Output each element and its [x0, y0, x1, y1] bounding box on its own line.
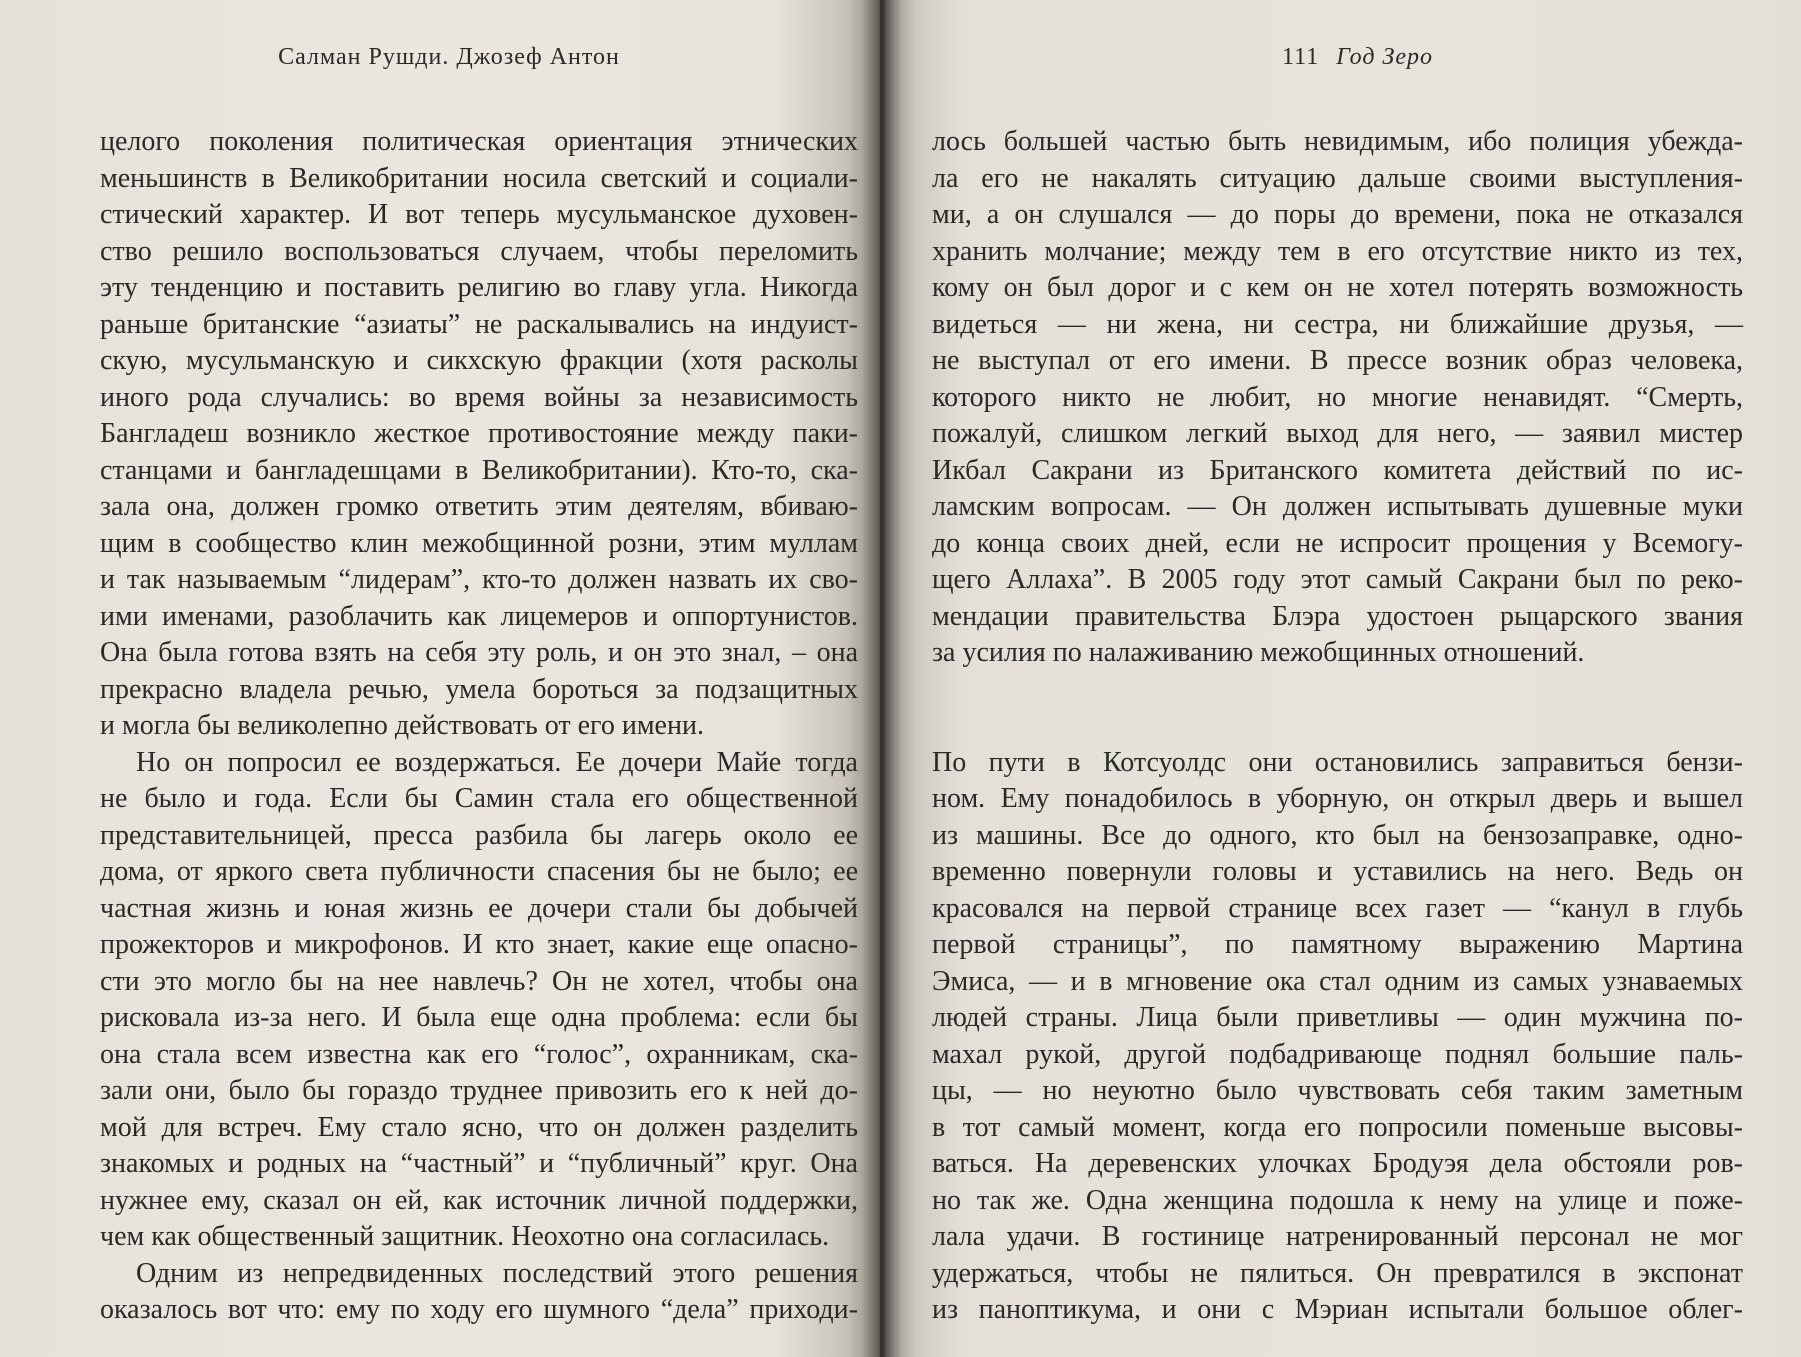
- text-line: мендации правительства Блэра удостоен рыцарского звания: [932, 600, 1743, 632]
- page-number: 111: [1282, 44, 1320, 70]
- text-line: рисковала из-за него. И была еще одна проблема: если бы: [100, 1002, 858, 1033]
- running-head-left: [100, 40, 858, 74]
- text-line: частная жизнь и юная жизнь ее дочери стали бы добычей: [100, 892, 858, 924]
- text-line: из машины. Все до одного, кто был на бензозаправке, одно-: [932, 819, 1743, 851]
- text-line: зали они, было бы гораздо труднее привозить его к ней до-: [100, 1075, 858, 1106]
- text-line: за усилия по налаживанию межобщинных отношений.: [932, 637, 1585, 668]
- text-line: Одним из непредвиденных последствий этого решения: [136, 1257, 858, 1289]
- text-line: первой страницы”, по памятному выражению Мартина: [932, 929, 1743, 960]
- text-line: Бангладеш возникло жесткое противостояние между паки-: [100, 418, 858, 449]
- text-line: и так называемым “лидерам”, кто-то должен назвать их сво-: [100, 564, 858, 595]
- text-line: иного рода случались: во время войны за независимость: [100, 381, 858, 413]
- text-line: целого поколения политическая ориентация этнических: [100, 126, 858, 157]
- text-line: она стала всем известна как его “голос”, охранникам, ска-: [100, 1038, 858, 1070]
- right-page-body: [932, 124, 1743, 1329]
- text-line: до конца своих дней, если не испросит прощения у Всемогу-: [932, 527, 1743, 559]
- paragraph: [932, 124, 1743, 672]
- text-line: скую, мусульманскую и сикхскую фракции (хотя расколы: [100, 345, 858, 376]
- text-line: видеться — ни жена, ни сестра, ни ближайшие друзья, —: [932, 308, 1743, 340]
- paragraph: [100, 124, 858, 745]
- text-line: но так же. Одна женщина подошла к нему на улице и поже-: [932, 1184, 1743, 1216]
- text-line: нужнее ему, сказал он ей, как источник личной поддержки,: [100, 1184, 858, 1216]
- text-line: ми, а он слушался — до поры до времени, пока не отказался: [932, 199, 1743, 230]
- running-head-chapter: Год Зеро: [1336, 44, 1433, 70]
- text-line: из паноптикума, и они с Мэриан испытали большое облег-: [932, 1294, 1743, 1325]
- text-line: меньшинств в Великобритании носила светский и социали-: [100, 162, 858, 194]
- text-line: чем как общественный защитник. Неохотно она согласилась.: [100, 1221, 830, 1252]
- text-line: щего Аллаха”. В 2005 году этот самый Сакрани был по реко-: [932, 564, 1743, 595]
- text-line: зала она, должен громко ответить этим деятелям, вбиваю-: [100, 491, 858, 522]
- text-line: прекрасно владела речью, умела бороться за подзащитных: [100, 673, 858, 705]
- text-line: раньше британские “азиаты” не раскалывались на индуист-: [100, 308, 858, 340]
- text-line: цы, — но неуютно было чувствовать себя таким заметным: [932, 1075, 1743, 1106]
- text-line: знакомых и родных на “частный” и “публичный” круг. Она: [100, 1148, 858, 1179]
- text-line: махал рукой, другой подбадривающе поднял большие паль-: [932, 1038, 1743, 1070]
- text-line: эту тенденцию и поставить религию во главу угла. Никогда: [100, 272, 858, 303]
- right-page: [880, 0, 1801, 1357]
- left-page: [0, 0, 880, 1357]
- text-line: пожалуй, слишком легкий выход для него, — заявил мистер: [932, 418, 1743, 449]
- text-line: дома, от яркого света публичности спасения бы не было; ее: [100, 856, 858, 887]
- running-head-right: [932, 40, 1743, 74]
- text-line: не было и года. Если бы Самин стала его общественной: [100, 783, 858, 814]
- text-line: кому он был дорог и с кем он не хотел потерять возможность: [932, 272, 1743, 303]
- text-line: удержаться, чтобы не пялиться. Он превратился в экспонат: [932, 1257, 1743, 1289]
- text-line: не выступал от его имени. В прессе возник образ человека,: [932, 345, 1743, 376]
- text-line: оказалось вот что: ему по ходу его шумного “дела” приходи-: [100, 1294, 858, 1325]
- running-head-author-title: Салман Рушди. Джозеф Антон: [278, 44, 620, 70]
- text-line: Она была готова взять на себя эту роль, и он это знал, – она: [100, 637, 858, 668]
- text-line: Икбал Сакрани из Британского комитета действий по ис-: [932, 454, 1743, 486]
- text-line: временно повернули головы и уставились на него. Ведь он: [932, 856, 1743, 887]
- text-line: людей страны. Лица были приветливы — один мужчина по-: [932, 1002, 1743, 1033]
- text-line: станцами и бангладешцами в Великобритании). Кто-то, ска-: [100, 454, 858, 486]
- text-line: сти это могло бы на нее навлечь? Он не хотел, чтобы она: [100, 965, 858, 997]
- text-line: Но он попросил ее воздержаться. Ее дочери Майе тогда: [136, 746, 858, 778]
- text-line: ваться. На деревенских улочках Бродуэя дела обстояли ров-: [932, 1148, 1743, 1179]
- text-line: прожекторов и микрофонов. И кто знает, какие еще опасно-: [100, 929, 858, 960]
- text-line: которого никто не любит, но многие ненавидят. “Смерть,: [932, 381, 1743, 413]
- text-line: мой для встреч. Ему стало ясно, что он должен разделить: [100, 1111, 858, 1143]
- text-line: лала удачи. В гостинице натренированный персонал не мог: [932, 1221, 1743, 1252]
- paragraph: [932, 745, 1743, 1329]
- text-line: По пути в Котсуолдс они остановились заправиться бензи-: [932, 746, 1743, 778]
- paragraph: [100, 745, 858, 1256]
- text-line: лось большей частью быть невидимым, ибо полиция убежда-: [932, 126, 1743, 157]
- text-line: и могла бы великолепно действовать от его имени.: [100, 710, 704, 741]
- text-line: в тот самый момент, когда его попросили поменьше высовы-: [932, 1111, 1743, 1143]
- text-line: ство решило воспользоваться случаем, чтобы переломить: [100, 235, 858, 267]
- text-line: представительницей, пресса разбила бы лагерь около ее: [100, 819, 858, 851]
- text-line: ламским вопросам. — Он должен испытывать душевные муки: [932, 491, 1743, 522]
- text-line: щим в сообщество клин межобщинной розни, этим муллам: [100, 527, 858, 559]
- text-line: стический характер. И вот теперь мусульманское духовен-: [100, 199, 858, 230]
- text-line: хранить молчание; между тем в его отсутствие никто из тех,: [932, 235, 1743, 267]
- text-line: красовался на первой странице всех газет — “канул в глубь: [932, 892, 1743, 924]
- text-line: ном. Ему понадобилось в уборную, он открыл дверь и вышел: [932, 783, 1743, 814]
- text-line: ла его не накалять ситуацию дальше своими выступления-: [932, 162, 1743, 194]
- left-page-body: [100, 124, 858, 1329]
- paragraph: [100, 1256, 858, 1329]
- text-line: ими именами, разоблачить как лицемеров и оппортунистов.: [100, 600, 858, 632]
- text-line: Эмиса, — и в мгновение ока стал одним из самых узнаваемых: [932, 965, 1743, 997]
- section-break: [932, 672, 1743, 745]
